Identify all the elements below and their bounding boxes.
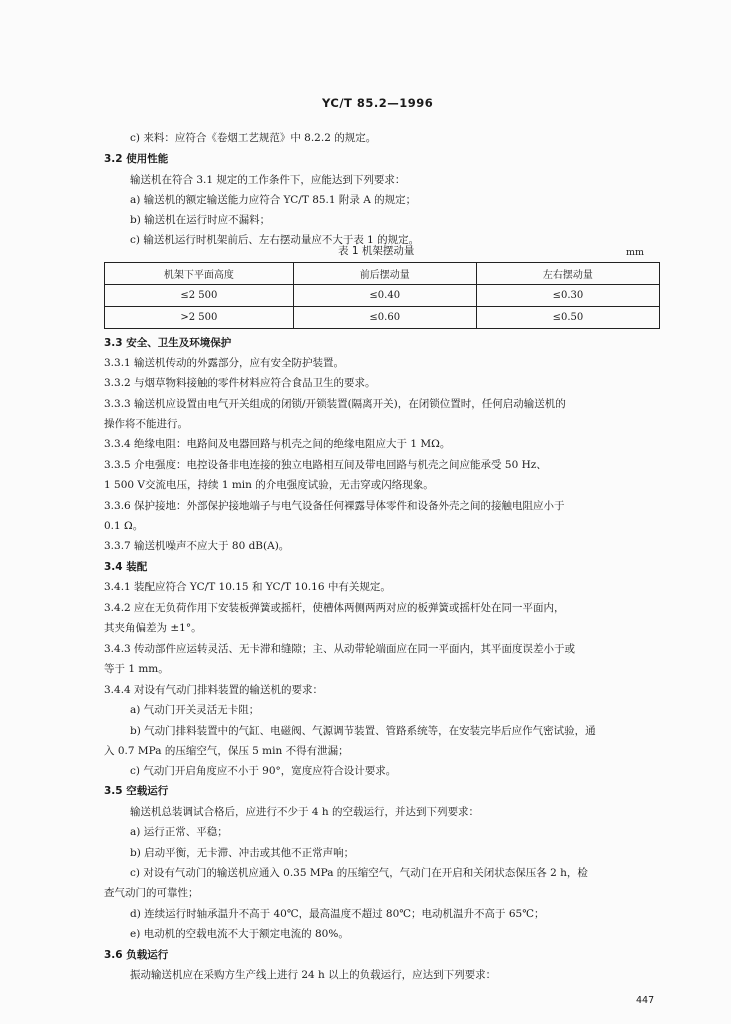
section-heading: 3.5 空载运行 <box>104 785 169 797</box>
table-cell: >2 500 <box>105 307 294 329</box>
paragraph: 输送机在符合 3.1 规定的工作条件下，应能达到下列要求： <box>130 174 406 186</box>
clause: 3.3.7 输送机噪声不应大于 80 dB(A)。 <box>104 540 290 552</box>
clause: 3.4.2 应在无负荷作用下安装板弹簧或摇杆，使槽体两侧两两对应的板弹簧或摇杆处在同一平面内， <box>104 602 565 614</box>
clause-continuation: 等于 1 mm。 <box>104 663 169 675</box>
list-item-continuation: 查气动门的可靠性； <box>104 887 199 899</box>
table-cell: ≤0.60 <box>293 307 476 329</box>
table-header-cell: 前后摆动量 <box>293 263 476 285</box>
table-cell: ≤2 500 <box>105 285 294 307</box>
list-item: a) 输送机的额定输送能力应符合 YC/T 85.1 附录 A 的规定； <box>130 194 417 206</box>
section-heading: 3.4 装配 <box>104 561 148 573</box>
clause-continuation: 1 500 V交流电压，持续 1 min 的介电强度试验，无击穿或闪络现象。 <box>104 479 434 491</box>
table-cell: ≤0.30 <box>476 285 659 307</box>
section-heading: 3.6 负载运行 <box>104 949 169 961</box>
table-caption: 表 1 机架摆动量 <box>338 245 415 257</box>
clause-continuation: 0.1 Ω。 <box>104 520 144 532</box>
table-header-row <box>105 263 660 285</box>
table-row <box>105 307 660 329</box>
list-item: a) 运行正常、平稳； <box>130 826 228 838</box>
section-heading: 3.2 使用性能 <box>104 153 169 165</box>
table-header-cell: 机架下平面高度 <box>105 263 294 285</box>
list-item: b) 气动门排料装置中的气缸、电磁阀、气源调节装置、管路系统等，在安装完毕后应作气密试验，通 <box>130 725 596 737</box>
section-heading: 3.3 安全、卫生及环境保护 <box>104 337 232 349</box>
page-number: 447 <box>636 995 655 1006</box>
clause: 3.4.1 装配应符合 YC/T 10.15 和 YC/T 10.16 中有关规定。 <box>104 581 391 593</box>
swing-table <box>104 262 660 329</box>
clause: 3.3.5 介电强度：电控设备非电连接的独立电路相互间及带电回路与机壳之间应能承受 50 Hz、 <box>104 459 547 471</box>
list-item: c) 来料：应符合《卷烟工艺规范》中 8.2.2 的规定。 <box>130 132 377 144</box>
list-item: e) 电动机的空载电流不大于额定电流的 80%。 <box>130 928 349 940</box>
clause: 3.4.4 对设有气动门排料装置的输送机的要求： <box>104 684 324 696</box>
list-item: c) 对设有气动门的输送机应通入 0.35 MPa 的压缩空气，气动门在开启和关闭状态保压各 2 h，检 <box>130 867 588 879</box>
list-item-continuation: 入 0.7 MPa 的压缩空气，保压 5 min 不得有泄漏； <box>104 745 349 757</box>
table-unit: mm <box>626 247 645 258</box>
list-item: a) 气动门开关灵活无卡阻； <box>130 704 260 716</box>
clause-continuation: 操作将不能进行。 <box>104 418 188 430</box>
clause: 3.3.2 与烟草物料接触的零件材料应符合食品卫生的要求。 <box>104 377 376 389</box>
list-item: c) 输送机运行时机架前后、左右摆动量应不大于表 1 的规定。 <box>130 234 420 246</box>
clause: 3.4.3 传动部件应运转灵活、无卡滞和缝隙；主、从动带轮端面应在同一平面内，其平面度误差小于或 <box>104 643 576 655</box>
list-item: d) 连续运行时轴承温升不高于 40℃，最高温度不超过 80℃；电动机温升不高于 65℃； <box>130 908 545 920</box>
clause: 3.3.4 绝缘电阻：电路间及电器回路与机壳之间的绝缘电阻应大于 1 MΩ。 <box>104 438 451 450</box>
paragraph: 输送机总装调试合格后，应进行不少于 4 h 的空载运行，并达到下列要求： <box>130 806 479 818</box>
clause: 3.3.6 保护接地：外部保护接地端子与电气设备任何裸露导体零件和设备外壳之间的接触电阻应小于 <box>104 500 565 512</box>
clause: 3.3.1 输送机传动的外露部分，应有安全防护装置。 <box>104 357 345 369</box>
list-item: c) 气动门开启角度应不小于 90°，宽度应符合设计要求。 <box>130 765 397 777</box>
page-header: YC/T 85.2—1996 <box>322 96 434 110</box>
table-cell: ≤0.40 <box>293 285 476 307</box>
clause: 3.3.3 输送机应设置由电气开关组成的闭锁/开锁装置(隔离开关)，在闭锁位置时，任何启动输送机的 <box>104 398 566 410</box>
table-row <box>105 285 660 307</box>
table-cell: ≤0.50 <box>476 307 659 329</box>
list-item: b) 输送机在运行时应不漏料； <box>130 214 271 226</box>
clause-continuation: 其夹角偏差为 ±1°。 <box>104 622 202 634</box>
paragraph: 振动输送机应在采购方生产线上进行 24 h 以上的负载运行，应达到下列要求： <box>130 969 497 981</box>
list-item: b) 启动平衡，无卡滞、冲击或其他不正常声响； <box>130 847 355 859</box>
table-header-cell: 左右摆动量 <box>476 263 659 285</box>
